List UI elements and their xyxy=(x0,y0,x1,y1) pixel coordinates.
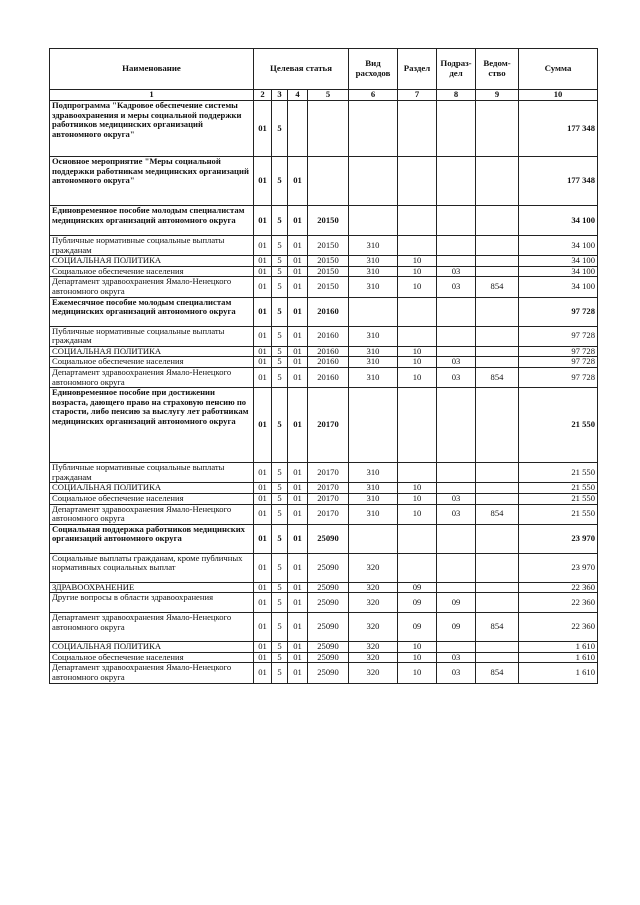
row-name: Социальное обеспечение населения xyxy=(50,357,254,368)
row-name: Департамент здравоохранения Ямало-Ненецкого автономного округа xyxy=(50,367,254,387)
expense-type xyxy=(349,157,398,206)
section-code xyxy=(398,236,437,256)
code-measure: 01 xyxy=(288,346,308,357)
column-number: 7 xyxy=(398,90,437,101)
amount: 1 610 xyxy=(519,642,598,653)
row-name: Департамент здравоохранения Ямало-Ненецкого автономного округа xyxy=(50,613,254,642)
subsection-code: 03 xyxy=(437,652,476,663)
expense-type xyxy=(349,206,398,236)
section-code xyxy=(398,206,437,236)
column-number: 4 xyxy=(288,90,308,101)
code-subprogram: 5 xyxy=(272,277,288,297)
department-code xyxy=(476,582,519,593)
code-measure: 01 xyxy=(288,256,308,267)
expense-type: 320 xyxy=(349,582,398,593)
column-number: 2 xyxy=(254,90,272,101)
code-program: 01 xyxy=(254,493,272,504)
subsection-code: 03 xyxy=(437,367,476,387)
code-direction: 20160 xyxy=(308,346,349,357)
code-direction: 25090 xyxy=(308,663,349,683)
code-measure: 01 xyxy=(288,206,308,236)
amount: 34 100 xyxy=(519,256,598,267)
header-vedomstvo: Ведом-ство xyxy=(476,49,519,90)
table-row xyxy=(50,642,598,653)
expense-type xyxy=(349,101,398,157)
header-podrazdel: Подраз-дел xyxy=(437,49,476,90)
amount: 22 360 xyxy=(519,582,598,593)
code-subprogram: 5 xyxy=(272,101,288,157)
code-subprogram: 5 xyxy=(272,236,288,256)
code-program: 01 xyxy=(254,297,272,326)
department-code: 854 xyxy=(476,504,519,524)
code-direction xyxy=(308,157,349,206)
subsection-code xyxy=(437,388,476,463)
department-code xyxy=(476,388,519,463)
subsection-code: 09 xyxy=(437,613,476,642)
code-direction xyxy=(308,101,349,157)
expense-type: 310 xyxy=(349,326,398,346)
code-measure: 01 xyxy=(288,297,308,326)
department-code: 854 xyxy=(476,613,519,642)
code-program: 01 xyxy=(254,101,272,157)
expense-type: 310 xyxy=(349,277,398,297)
section-code xyxy=(398,101,437,157)
expense-type: 310 xyxy=(349,357,398,368)
section-code: 10 xyxy=(398,493,437,504)
code-program: 01 xyxy=(254,463,272,483)
column-number: 10 xyxy=(519,90,598,101)
section-code xyxy=(398,388,437,463)
table-row xyxy=(50,524,598,553)
code-measure: 01 xyxy=(288,367,308,387)
code-measure: 01 xyxy=(288,663,308,683)
code-subprogram: 5 xyxy=(272,553,288,582)
code-subprogram: 5 xyxy=(272,593,288,613)
department-code xyxy=(476,642,519,653)
expense-type: 310 xyxy=(349,483,398,494)
subsection-code xyxy=(437,101,476,157)
code-measure: 01 xyxy=(288,266,308,277)
expense-type: 310 xyxy=(349,493,398,504)
code-subprogram: 5 xyxy=(272,582,288,593)
subsection-code: 03 xyxy=(437,663,476,683)
code-measure: 01 xyxy=(288,493,308,504)
section-code xyxy=(398,553,437,582)
subsection-code xyxy=(437,236,476,256)
section-code: 10 xyxy=(398,663,437,683)
code-subprogram: 5 xyxy=(272,326,288,346)
code-measure: 01 xyxy=(288,483,308,494)
row-name: СОЦИАЛЬНАЯ ПОЛИТИКА xyxy=(50,346,254,357)
amount: 22 360 xyxy=(519,593,598,613)
code-measure: 01 xyxy=(288,388,308,463)
code-program: 01 xyxy=(254,663,272,683)
table-row xyxy=(50,483,598,494)
code-subprogram: 5 xyxy=(272,642,288,653)
subsection-code xyxy=(437,582,476,593)
code-direction: 25090 xyxy=(308,593,349,613)
code-program: 01 xyxy=(254,256,272,267)
expense-type: 320 xyxy=(349,642,398,653)
expense-type: 320 xyxy=(349,593,398,613)
column-number-row xyxy=(50,90,598,101)
subsection-code xyxy=(437,206,476,236)
subsection-code xyxy=(437,463,476,483)
subsection-code xyxy=(437,326,476,346)
code-subprogram: 5 xyxy=(272,388,288,463)
code-direction: 20160 xyxy=(308,297,349,326)
code-subprogram: 5 xyxy=(272,483,288,494)
code-direction: 20150 xyxy=(308,206,349,236)
subsection-code xyxy=(437,642,476,653)
code-program: 01 xyxy=(254,582,272,593)
subsection-code xyxy=(437,483,476,494)
header-summa: Сумма xyxy=(519,49,598,90)
row-name: Другие вопросы в области здравоохранения xyxy=(50,593,254,613)
code-measure: 01 xyxy=(288,582,308,593)
table-row xyxy=(50,326,598,346)
code-subprogram: 5 xyxy=(272,367,288,387)
amount: 34 100 xyxy=(519,236,598,256)
department-code: 854 xyxy=(476,277,519,297)
code-direction: 25090 xyxy=(308,652,349,663)
amount: 21 550 xyxy=(519,493,598,504)
code-program: 01 xyxy=(254,346,272,357)
amount: 34 100 xyxy=(519,206,598,236)
column-number: 3 xyxy=(272,90,288,101)
code-direction: 20170 xyxy=(308,504,349,524)
table-row xyxy=(50,297,598,326)
code-direction: 25090 xyxy=(308,642,349,653)
code-measure: 01 xyxy=(288,504,308,524)
expense-type: 310 xyxy=(349,367,398,387)
section-code: 10 xyxy=(398,277,437,297)
code-subprogram: 5 xyxy=(272,206,288,236)
expense-type: 320 xyxy=(349,652,398,663)
table-row xyxy=(50,357,598,368)
section-code xyxy=(398,463,437,483)
expense-type: 320 xyxy=(349,663,398,683)
code-program: 01 xyxy=(254,593,272,613)
row-name: Департамент здравоохранения Ямало-Ненецкого автономного округа xyxy=(50,663,254,683)
column-number: 8 xyxy=(437,90,476,101)
row-name: Социальные выплаты гражданам, кроме публичных нормативных социальных выплат xyxy=(50,553,254,582)
code-subprogram: 5 xyxy=(272,463,288,483)
subsection-code xyxy=(437,524,476,553)
code-measure: 01 xyxy=(288,524,308,553)
table-row xyxy=(50,504,598,524)
row-name: Социальное обеспечение населения xyxy=(50,652,254,663)
department-code xyxy=(476,593,519,613)
expense-type: 310 xyxy=(349,504,398,524)
expense-type: 310 xyxy=(349,266,398,277)
department-code xyxy=(476,157,519,206)
code-subprogram: 5 xyxy=(272,157,288,206)
header-name: Наименование xyxy=(50,49,254,90)
amount: 97 728 xyxy=(519,326,598,346)
subsection-code: 03 xyxy=(437,357,476,368)
code-measure xyxy=(288,101,308,157)
amount: 97 728 xyxy=(519,346,598,357)
table-row xyxy=(50,157,598,206)
expense-type: 310 xyxy=(349,256,398,267)
table-row xyxy=(50,266,598,277)
row-name: Социальная поддержка работников медицинских организаций автономного округа xyxy=(50,524,254,553)
document-page xyxy=(49,48,597,684)
code-measure: 01 xyxy=(288,593,308,613)
subsection-code: 03 xyxy=(437,277,476,297)
code-subprogram: 5 xyxy=(272,524,288,553)
department-code xyxy=(476,463,519,483)
code-direction: 20150 xyxy=(308,277,349,297)
code-measure: 01 xyxy=(288,642,308,653)
code-subprogram: 5 xyxy=(272,493,288,504)
table-row xyxy=(50,493,598,504)
table-row xyxy=(50,652,598,663)
amount: 21 550 xyxy=(519,504,598,524)
amount: 1 610 xyxy=(519,652,598,663)
row-name: Социальное обеспечение населения xyxy=(50,493,254,504)
code-measure: 01 xyxy=(288,236,308,256)
section-code: 10 xyxy=(398,357,437,368)
amount: 22 360 xyxy=(519,613,598,642)
row-name: Публичные нормативные социальные выплаты гражданам xyxy=(50,463,254,483)
code-program: 01 xyxy=(254,388,272,463)
section-code: 10 xyxy=(398,652,437,663)
expense-type xyxy=(349,524,398,553)
section-code: 09 xyxy=(398,582,437,593)
department-code xyxy=(476,346,519,357)
expense-type xyxy=(349,388,398,463)
amount: 97 728 xyxy=(519,357,598,368)
expense-type: 320 xyxy=(349,613,398,642)
department-code xyxy=(476,206,519,236)
section-code: 10 xyxy=(398,483,437,494)
subsection-code: 03 xyxy=(437,266,476,277)
table-row xyxy=(50,613,598,642)
code-direction: 25090 xyxy=(308,553,349,582)
budget-table xyxy=(49,48,598,684)
header-target: Целевая статья xyxy=(254,49,349,90)
table-row xyxy=(50,463,598,483)
department-code xyxy=(476,256,519,267)
department-code xyxy=(476,493,519,504)
column-number: 9 xyxy=(476,90,519,101)
code-direction: 25090 xyxy=(308,613,349,642)
code-program: 01 xyxy=(254,157,272,206)
code-measure: 01 xyxy=(288,613,308,642)
subsection-code xyxy=(437,553,476,582)
table-row xyxy=(50,236,598,256)
table-row xyxy=(50,388,598,463)
amount: 23 970 xyxy=(519,553,598,582)
subsection-code xyxy=(437,256,476,267)
code-subprogram: 5 xyxy=(272,266,288,277)
section-code xyxy=(398,157,437,206)
amount: 23 970 xyxy=(519,524,598,553)
code-measure: 01 xyxy=(288,277,308,297)
amount: 21 550 xyxy=(519,463,598,483)
code-direction: 20170 xyxy=(308,493,349,504)
table-row xyxy=(50,593,598,613)
department-code: 854 xyxy=(476,367,519,387)
expense-type: 310 xyxy=(349,463,398,483)
code-program: 01 xyxy=(254,357,272,368)
section-code: 09 xyxy=(398,613,437,642)
code-direction: 20170 xyxy=(308,483,349,494)
column-number: 1 xyxy=(50,90,254,101)
code-direction: 20150 xyxy=(308,256,349,267)
department-code xyxy=(476,101,519,157)
row-name: Подпрограмма "Кадровое обеспечение системы здравоохранения и меры социальной поддержки работников медицинских организаций автономного округа" xyxy=(50,101,254,157)
expense-type: 310 xyxy=(349,236,398,256)
header-row xyxy=(50,49,598,90)
table-row xyxy=(50,367,598,387)
department-code xyxy=(476,524,519,553)
department-code xyxy=(476,266,519,277)
section-code xyxy=(398,524,437,553)
code-direction: 20160 xyxy=(308,326,349,346)
header-razdel: Раздел xyxy=(398,49,437,90)
column-number: 5 xyxy=(308,90,349,101)
department-code xyxy=(476,652,519,663)
department-code xyxy=(476,553,519,582)
code-direction: 20160 xyxy=(308,357,349,368)
code-direction: 20170 xyxy=(308,463,349,483)
code-program: 01 xyxy=(254,642,272,653)
subsection-code: 09 xyxy=(437,593,476,613)
code-subprogram: 5 xyxy=(272,346,288,357)
expense-type xyxy=(349,297,398,326)
amount: 34 100 xyxy=(519,266,598,277)
amount: 97 728 xyxy=(519,297,598,326)
amount: 97 728 xyxy=(519,367,598,387)
code-direction: 20150 xyxy=(308,266,349,277)
amount: 1 610 xyxy=(519,663,598,683)
table-row xyxy=(50,206,598,236)
code-direction: 25090 xyxy=(308,582,349,593)
section-code: 10 xyxy=(398,256,437,267)
row-name: СОЦИАЛЬНАЯ ПОЛИТИКА xyxy=(50,642,254,653)
department-code xyxy=(476,326,519,346)
code-direction: 25090 xyxy=(308,524,349,553)
subsection-code xyxy=(437,297,476,326)
row-name: Единовременное пособие при достижении возраста, дающего право на страховую пенсию по старости, либо пенсию за выслугу лет работникам медицинских организаций автономного округа xyxy=(50,388,254,463)
code-program: 01 xyxy=(254,236,272,256)
code-program: 01 xyxy=(254,206,272,236)
table-row xyxy=(50,101,598,157)
code-subprogram: 5 xyxy=(272,663,288,683)
row-name: Публичные нормативные социальные выплаты гражданам xyxy=(50,236,254,256)
code-measure: 01 xyxy=(288,357,308,368)
code-program: 01 xyxy=(254,613,272,642)
section-code: 10 xyxy=(398,266,437,277)
code-program: 01 xyxy=(254,266,272,277)
department-code xyxy=(476,236,519,256)
code-direction: 20150 xyxy=(308,236,349,256)
code-subprogram: 5 xyxy=(272,613,288,642)
department-code xyxy=(476,483,519,494)
section-code xyxy=(398,326,437,346)
section-code: 10 xyxy=(398,367,437,387)
table-row xyxy=(50,346,598,357)
section-code: 10 xyxy=(398,642,437,653)
code-measure: 01 xyxy=(288,463,308,483)
table-body xyxy=(50,101,598,684)
row-name: Социальное обеспечение населения xyxy=(50,266,254,277)
code-direction: 20170 xyxy=(308,388,349,463)
row-name: ЗДРАВООХРАНЕНИЕ xyxy=(50,582,254,593)
code-direction: 20160 xyxy=(308,367,349,387)
section-code: 10 xyxy=(398,346,437,357)
subsection-code xyxy=(437,346,476,357)
amount: 21 550 xyxy=(519,483,598,494)
header-vid: Вид расходов xyxy=(349,49,398,90)
code-subprogram: 5 xyxy=(272,256,288,267)
row-name: Публичные нормативные социальные выплаты гражданам xyxy=(50,326,254,346)
amount: 34 100 xyxy=(519,277,598,297)
code-subprogram: 5 xyxy=(272,357,288,368)
amount: 177 348 xyxy=(519,101,598,157)
department-code xyxy=(476,297,519,326)
code-program: 01 xyxy=(254,367,272,387)
code-program: 01 xyxy=(254,524,272,553)
code-subprogram: 5 xyxy=(272,297,288,326)
department-code: 854 xyxy=(476,663,519,683)
amount: 177 348 xyxy=(519,157,598,206)
row-name: СОЦИАЛЬНАЯ ПОЛИТИКА xyxy=(50,483,254,494)
row-name: Единовременное пособие молодым специалистам медицинских организаций автономного округа xyxy=(50,206,254,236)
department-code xyxy=(476,357,519,368)
section-code xyxy=(398,297,437,326)
row-name: СОЦИАЛЬНАЯ ПОЛИТИКА xyxy=(50,256,254,267)
amount: 21 550 xyxy=(519,388,598,463)
code-measure: 01 xyxy=(288,326,308,346)
code-program: 01 xyxy=(254,504,272,524)
row-name: Основное мероприятие "Меры социальной поддержки работникам медицинских организаций автономного округа" xyxy=(50,157,254,206)
expense-type: 310 xyxy=(349,346,398,357)
code-measure: 01 xyxy=(288,553,308,582)
table-row xyxy=(50,553,598,582)
table-row xyxy=(50,663,598,683)
row-name: Ежемесячное пособие молодым специалистам медицинских организаций автономного округа xyxy=(50,297,254,326)
column-number: 6 xyxy=(349,90,398,101)
code-measure: 01 xyxy=(288,157,308,206)
code-program: 01 xyxy=(254,326,272,346)
code-subprogram: 5 xyxy=(272,652,288,663)
subsection-code: 03 xyxy=(437,493,476,504)
code-program: 01 xyxy=(254,277,272,297)
section-code: 09 xyxy=(398,593,437,613)
subsection-code xyxy=(437,157,476,206)
expense-type: 320 xyxy=(349,553,398,582)
subsection-code: 03 xyxy=(437,504,476,524)
row-name: Департамент здравоохранения Ямало-Ненецкого автономного округа xyxy=(50,504,254,524)
table-row xyxy=(50,277,598,297)
row-name: Департамент здравоохранения Ямало-Ненецкого автономного округа xyxy=(50,277,254,297)
section-code: 10 xyxy=(398,504,437,524)
code-measure: 01 xyxy=(288,652,308,663)
table-row xyxy=(50,582,598,593)
code-program: 01 xyxy=(254,553,272,582)
code-program: 01 xyxy=(254,483,272,494)
table-row xyxy=(50,256,598,267)
code-program: 01 xyxy=(254,652,272,663)
code-subprogram: 5 xyxy=(272,504,288,524)
